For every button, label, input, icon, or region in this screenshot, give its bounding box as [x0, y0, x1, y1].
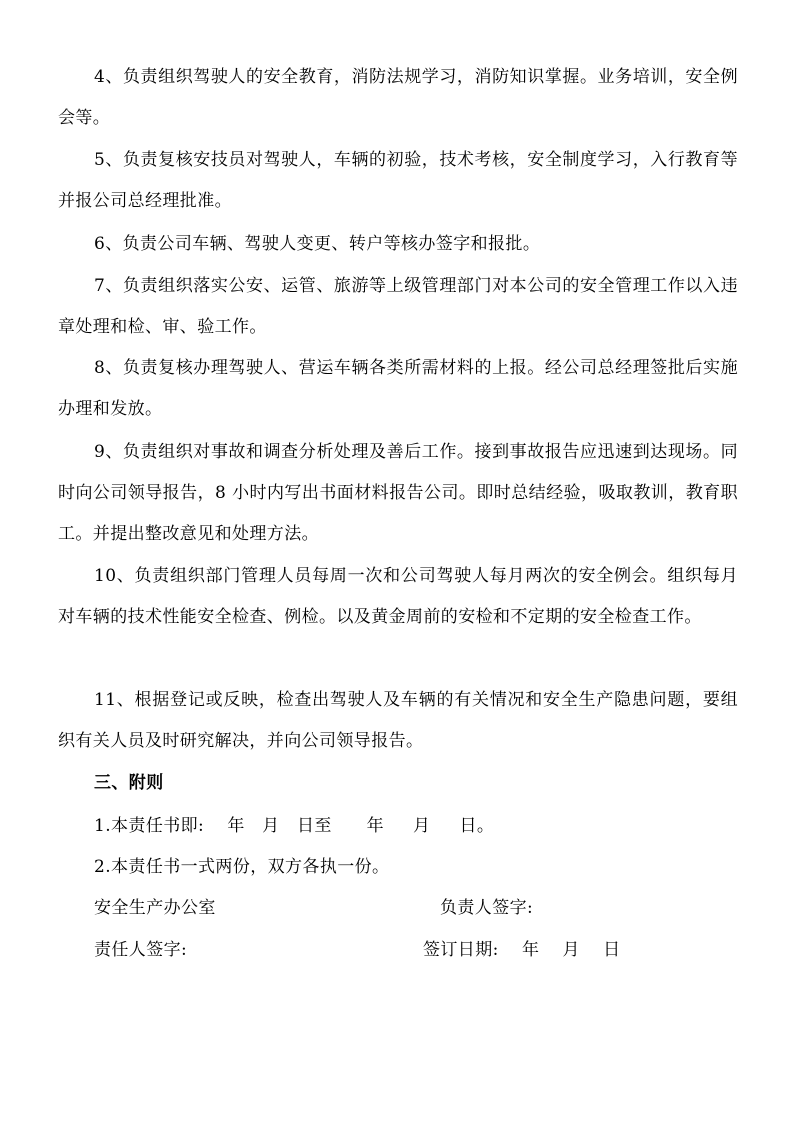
duty-paragraph-6: 6、负责公司车辆、驾驶人变更、转户等核办签字和报批。: [94, 234, 541, 254]
section-heading-supplementary: 三、附则: [94, 773, 164, 793]
signature-office-label: 安全生产办公室: [94, 898, 216, 918]
duty-paragraph-9: 9、负责组织对事故和调查分析处理及善后工作。接到事故报告应迅速到达现场。同时向公司领导报告，8 小时内写出书面材料报告公司。即时总结经验，吸取教训，教育职工。并提出整改意见和处理方法。: [58, 442, 738, 544]
duty-paragraph-8: 8、负责复核办理驾驶人、营运车辆各类所需材料的上报。经公司总经理签批后实施办理和发放。: [58, 358, 738, 419]
clause-term-period: 1.本责任书即: 年 月 日至 年 月 日。: [94, 816, 495, 836]
signature-date-label: 签订日期: 年 月 日: [423, 940, 621, 960]
clause-copies: 2.本责任书一式两份，双方各执一份。: [94, 857, 390, 877]
duty-paragraph-4: 4、负责组织驾驶人的安全教育，消防法规学习，消防知识掌握。业务培训，安全例会等。: [58, 67, 738, 128]
duty-paragraph-7: 7、负责组织落实公安、运管、旅游等上级管理部门对本公司的安全管理工作以入违章处理和检、审、验工作。: [58, 276, 738, 337]
signature-responsible-label: 责任人签字:: [94, 940, 188, 960]
duty-paragraph-10: 10、负责组织部门管理人员每周一次和公司驾驶人每月两次的安全例会。组织每月对车辆的技术性能安全检查、例检。以及黄金周前的安检和不定期的安全检查工作。: [58, 566, 738, 627]
duty-paragraph-5: 5、负责复核安技员对驾驶人，车辆的初验，技术考核，安全制度学习，入行教育等并报公司总经理批准。: [58, 150, 738, 211]
signature-head-label: 负责人签字:: [440, 898, 534, 918]
duty-paragraph-11: 11、根据登记或反映，检查出驾驶人及车辆的有关情况和安全生产隐患问题，要组织有关人员及时研究解决，并向公司领导报告。: [58, 690, 738, 751]
